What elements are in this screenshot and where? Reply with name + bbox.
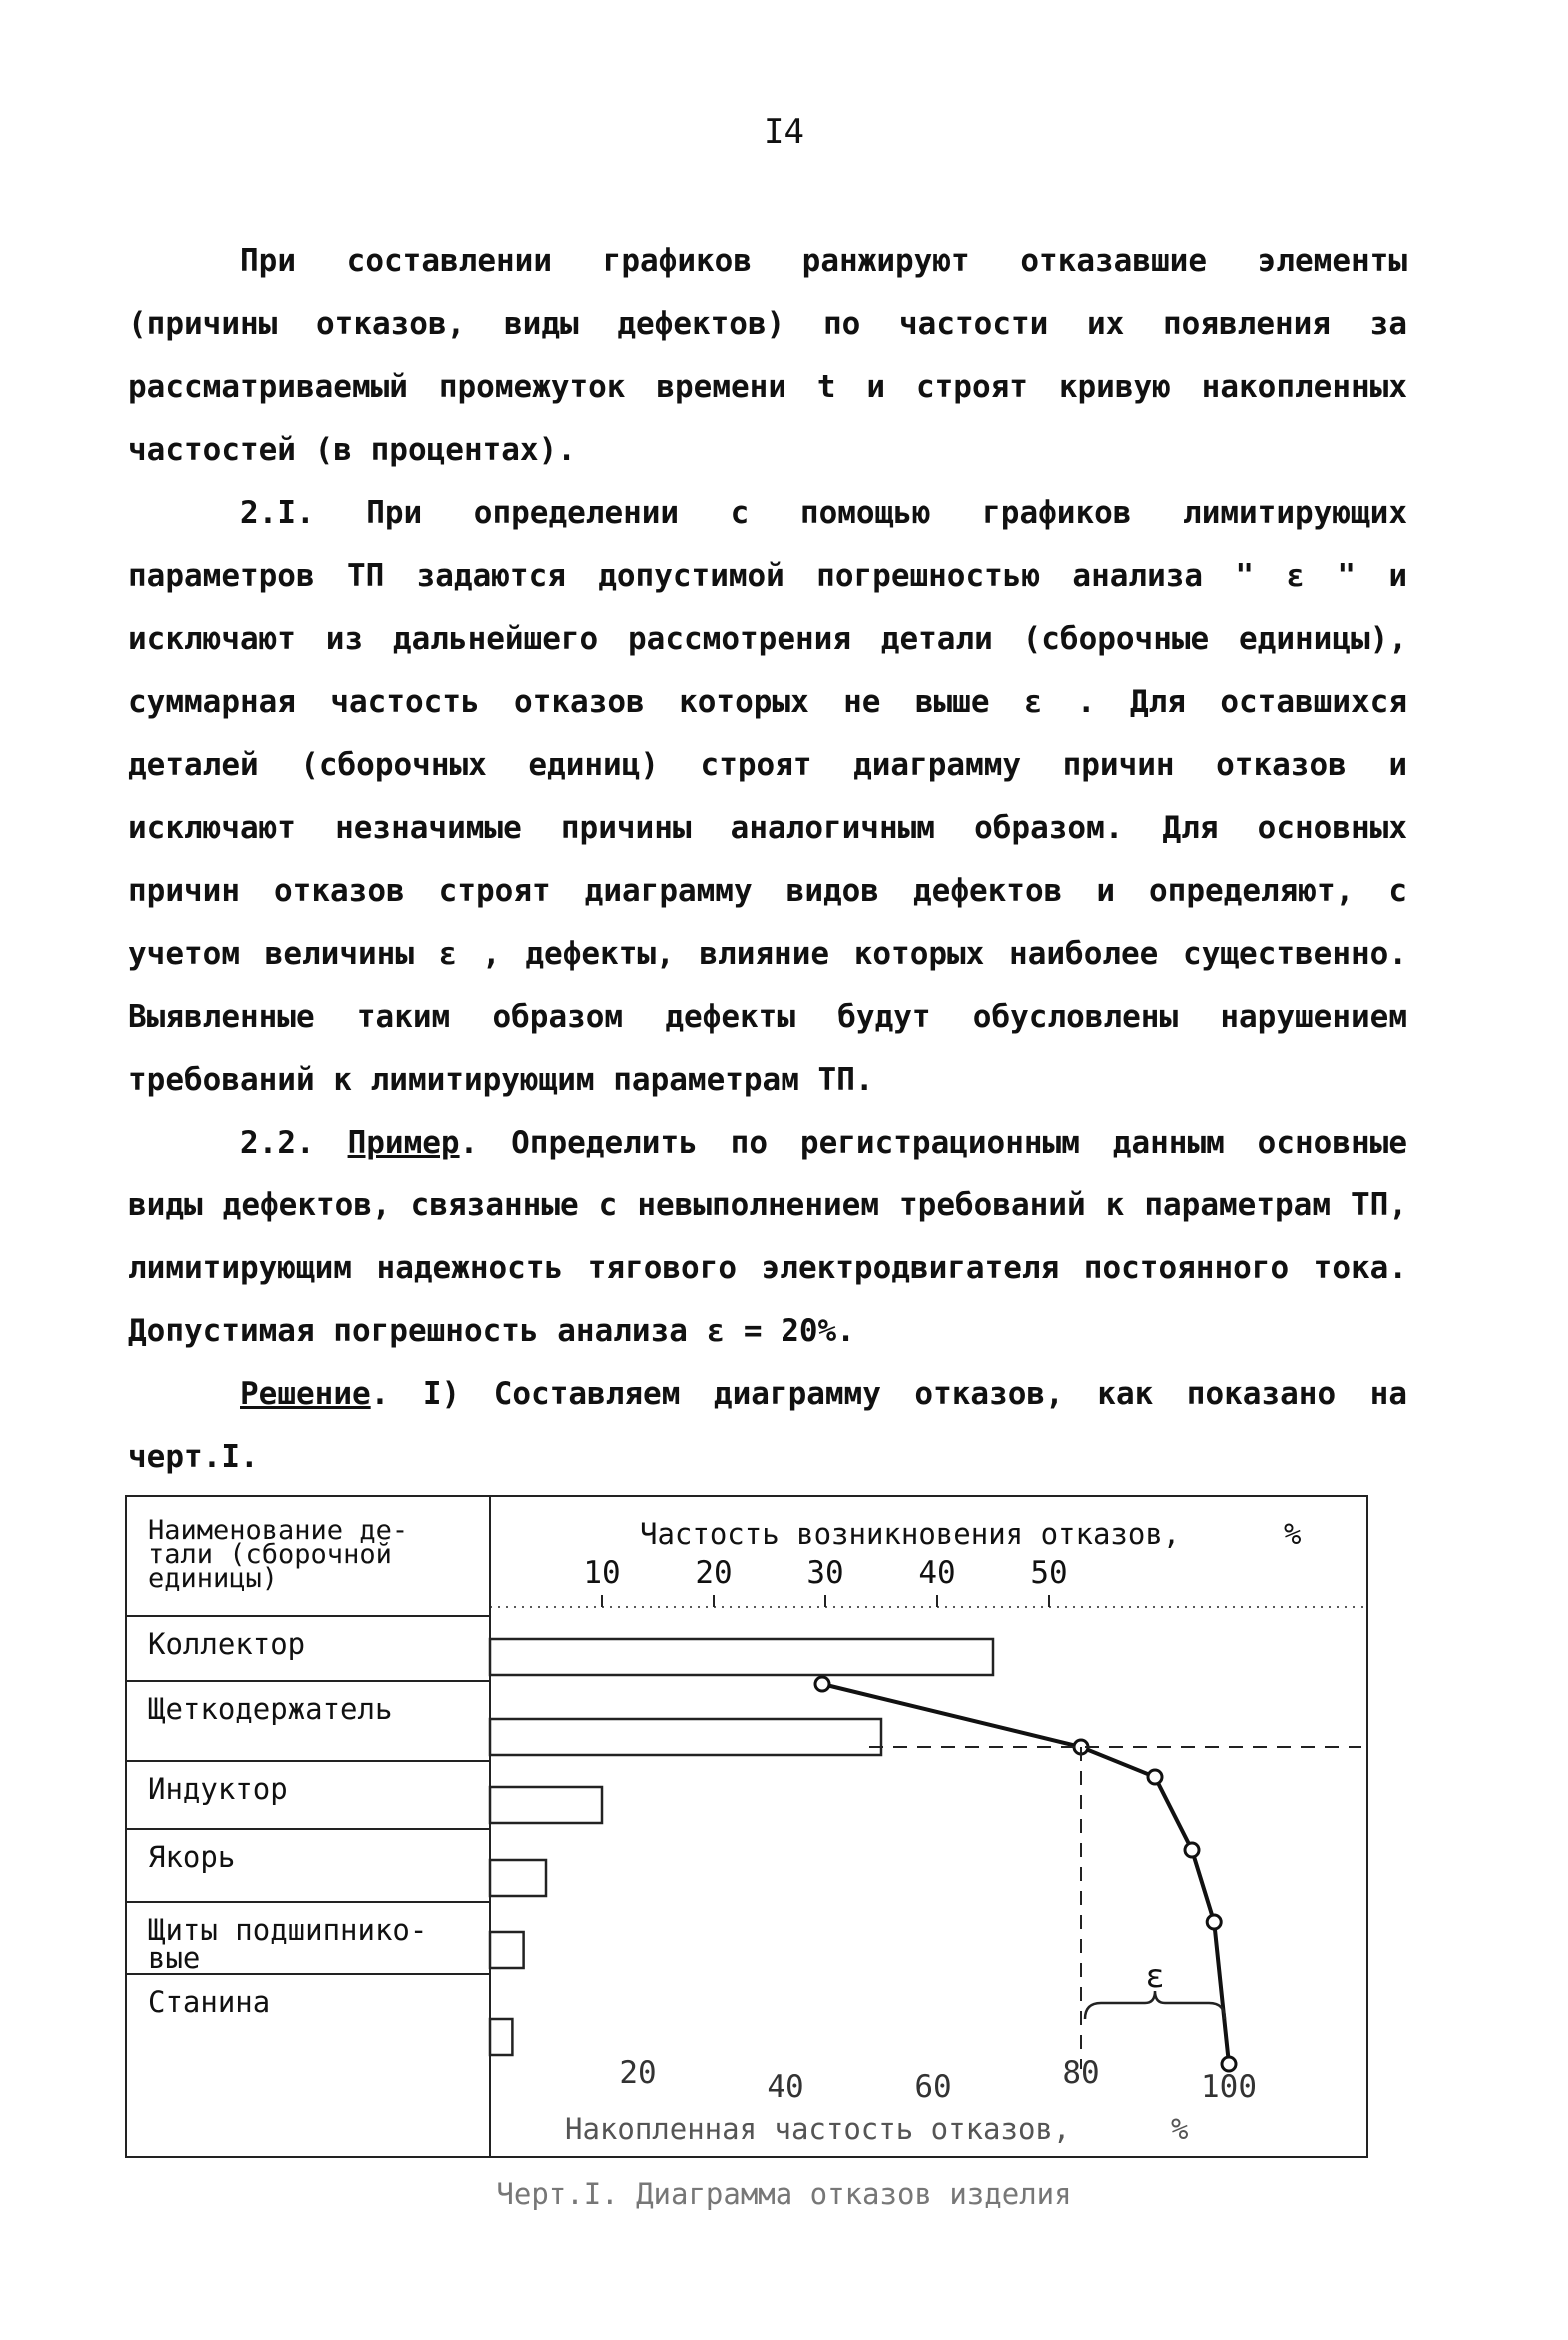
bottom-axis-tick-label: 60	[914, 2069, 952, 2105]
paragraph-run: 2.2.	[240, 1125, 348, 1161]
paragraph-run: t	[816, 369, 836, 405]
top-axis-title: Частость возникновения отказов,	[640, 1517, 1181, 1551]
bar	[490, 1719, 881, 1755]
top-axis-tick-label: 50	[1030, 1555, 1068, 1591]
bar	[490, 1639, 993, 1675]
paragraph-run: Пример	[347, 1125, 460, 1161]
category-label: Щеткодержатель	[148, 1692, 393, 1726]
cumulative-point	[1185, 1843, 1199, 1857]
bottom-axis-unit: %	[1171, 2112, 1189, 2146]
top-axis-tick-label: 20	[695, 1555, 733, 1591]
epsilon-brace	[1085, 1991, 1225, 2019]
category-label: Щиты подшипнико-	[148, 1913, 428, 1947]
bar	[490, 1860, 546, 1896]
bar	[490, 1932, 524, 1968]
category-label: Коллектор	[148, 1627, 306, 1661]
category-label: Якорь	[148, 1840, 236, 1874]
cumulative-point	[815, 1677, 829, 1691]
figure-caption: Черт.I. Диаграмма отказов изделия	[496, 2177, 1072, 2211]
paragraph-run: При составлении графиков ранжируют отказавшие элементы (причины отказов, виды дефектов) по частости их появления за рассматриваемый промежуток времени	[128, 243, 1407, 405]
category-label: Индуктор	[148, 1772, 288, 1806]
paragraph-run: и строят кривую накопленных частостей (в процентах).	[128, 369, 1407, 468]
cumulative-curve	[822, 1684, 1229, 2064]
bottom-axis-tick-label: 40	[767, 2069, 804, 2105]
top-axis-tick-label: 30	[806, 1555, 844, 1591]
top-axis-unit: %	[1284, 1517, 1302, 1551]
epsilon-label: ε	[1145, 1957, 1165, 1995]
paragraph-run: Решение	[240, 1376, 371, 1412]
cumulative-point	[1207, 1915, 1221, 1929]
column-header-line: Наименование де-	[148, 1515, 409, 1546]
page-number: I4	[764, 112, 804, 152]
bottom-axis-tick-label: 100	[1201, 2069, 1257, 2105]
column-header-line: единицы)	[148, 1563, 279, 1594]
bottom-axis-tick-label: 80	[1062, 2055, 1100, 2091]
category-label: вые	[148, 1941, 201, 1975]
top-axis-tick-label: 10	[583, 1555, 621, 1591]
paragraph-run: . I) Составляем диаграмму отказов, как показано на черт.I.	[128, 1376, 1407, 1475]
cumulative-point	[1148, 1770, 1162, 1784]
bottom-axis-title: Накопленная частость отказов,	[565, 2112, 1071, 2146]
paragraph-run: 2.I. При определении с помощью графиков лимитирующих параметров ТП задаются допустимой погрешностью анализа " ε " и исключают из дальнейшего рассмотрения детали (сборочные единицы), суммарная частость отказов которых не выше ε . Для оставшихся деталей (сборочных единиц) строят диаграмму причин отказов и исключают незначимые причины аналогичным образом. Для основных причин отказов строят диаграмму видов дефектов и определяют, с учетом величины ε , дефекты, влияние которых наиболее существенно. Выявленные таким образом дефекты будут обусловлены нарушением требований к лимитирующим параметрам ТП.	[128, 495, 1407, 1098]
bar	[490, 1787, 602, 1823]
top-axis-tick-label: 40	[918, 1555, 956, 1591]
column-header-line: тали (сборочной	[148, 1539, 392, 1570]
paragraph-run: . Определить по регистрационным данным основные виды дефектов, связанные с невыполнением требований к параметрам ТП, лимитирующим надежность тягового электродвигателя постоянного тока. Допустимая погрешность анализа ε = 20%.	[128, 1125, 1407, 1349]
bottom-axis-tick-label: 20	[619, 2055, 657, 2091]
bar	[490, 2019, 512, 2055]
category-label: Станина	[148, 1985, 271, 2019]
